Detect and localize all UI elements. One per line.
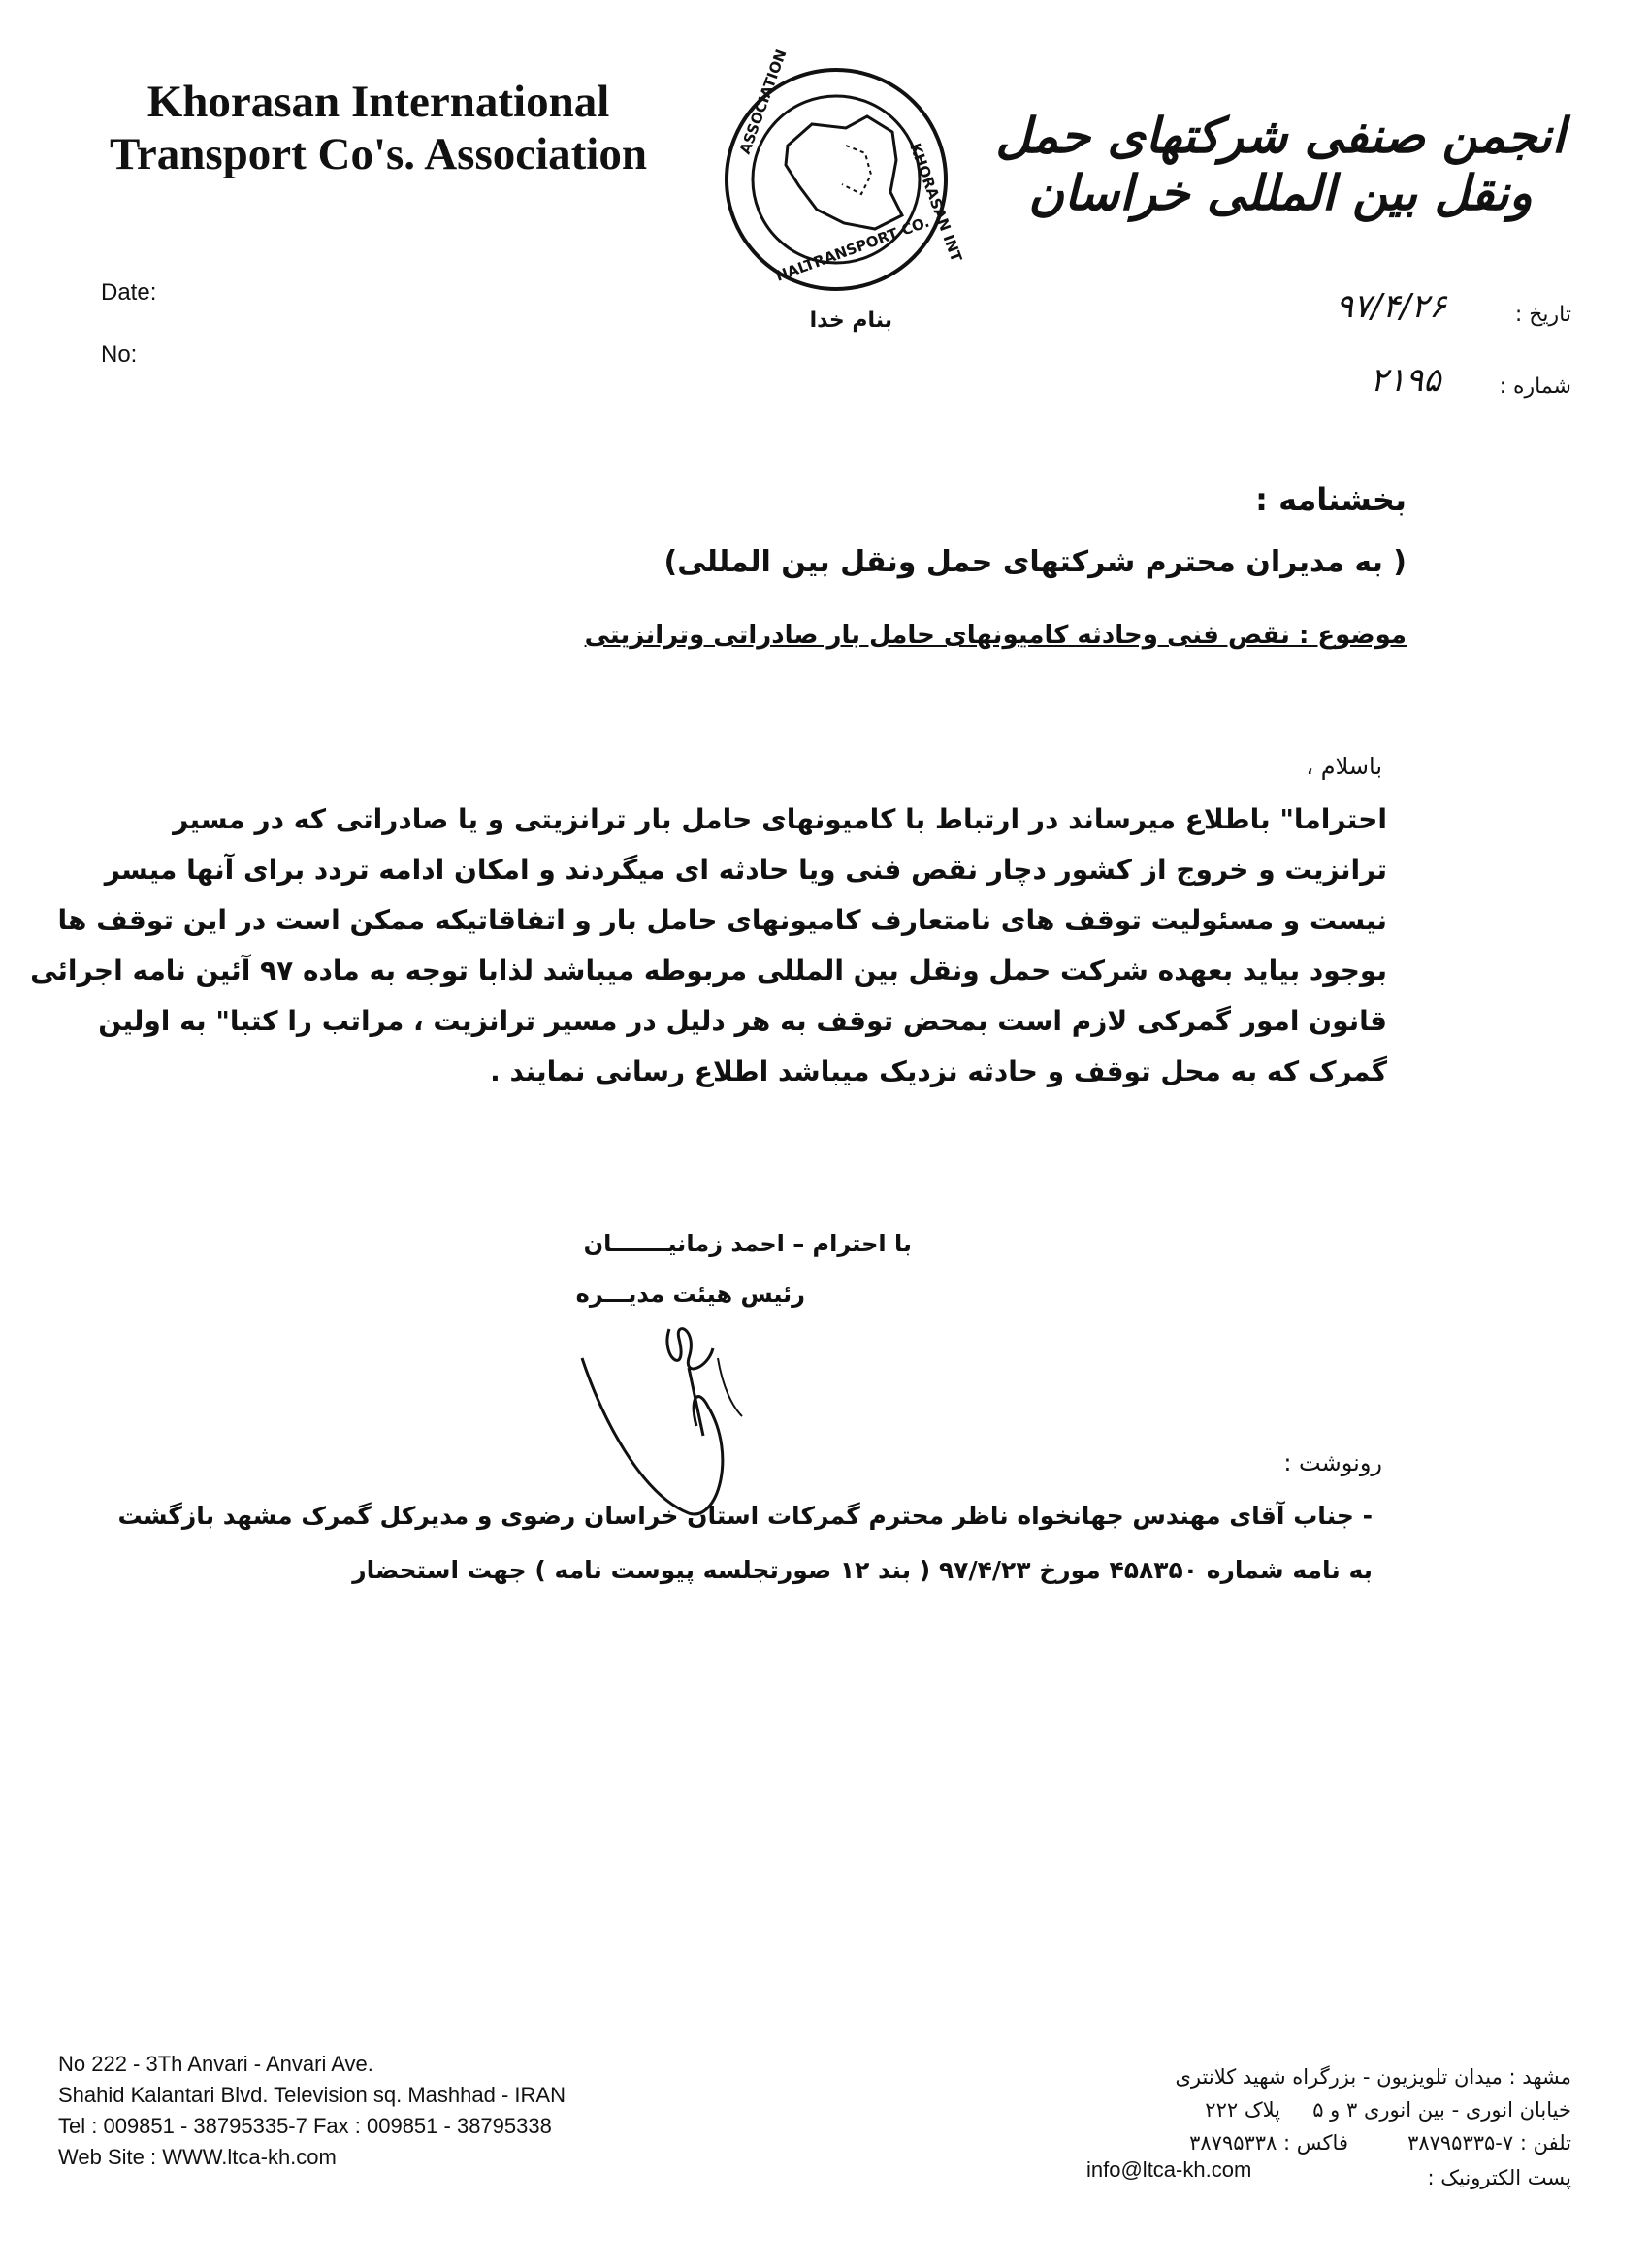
signature-icon [543,1300,795,1533]
signer-title: رئیس هیئت مدیـــره [575,1280,805,1308]
body-line-3: نیست و مسئولیت توقف های نامتعارف کامیونهای حامل بار و اتفاقاتیکه ممکن است در این توقف ها [57,904,1387,936]
english-org-name [97,76,660,180]
cc-line-1: - جناب آقای مهندس جهانخواه ناظر محترم گمرکات استان خراسان رضوی و مدیرکل گمرک مشهد بازگشت [117,1502,1373,1530]
body-line-5: قانون امور گمرکی لازم است بمحض توقف به هر دلیل در مسیر ترانزیت ، مراتب را کتبا" به اولین [98,1005,1387,1037]
footer-email[interactable]: info@ltca-kh.com [1086,2157,1252,2182]
english-org-name-line1: Khorasan International [146,77,610,127]
footer-persian-contact [1086,2060,1571,2235]
footer-website: Web Site : WWW.ltca-kh.com [58,2145,337,2169]
footer-fa-email-label: پست الکترونیک : [1427,2166,1571,2189]
date-label-fa: تاریخ : [1514,303,1571,327]
english-org-name-line2: Transport Co's. Association [109,129,648,180]
body-line-6: گمرک که به محل توقف و حادثه نزدیک میباشد اطلاع رسانی نمایند . [490,1055,1387,1087]
logo-seal-icon [720,39,966,310]
body-line-2: ترانزیت و خروج از کشور دچار نقص فنی ویا حادثه ای میگردند و امکان ادامه تردد برای آنها میسر [104,854,1387,886]
letter-greeting: باسلام ، [1306,753,1382,780]
footer-address-line1: No 222 - 3Th Anvari - Anvari Ave. [58,2052,373,2076]
footer-fa-address2: خیابان انوری - بین انوری ۳ و ۵ [1312,2098,1571,2122]
association-logo [720,39,966,310]
body-line-1: احتراما" باطلاع میرساند در ارتباط با کامیونهای حامل بار ترانزیتی و یا صادراتی که در مسیر [173,803,1387,835]
footer-fa-plate: پلاک ۲۲۲ [1205,2098,1280,2122]
date-value: ۹۷/۴/۲۶ [1335,287,1447,326]
handwritten-signature [543,1300,795,1533]
footer-fa-tel: تلفن : ۷-۳۸۷۹۵۳۳۵ [1407,2131,1571,2155]
persian-org-name: انجمن صنفی شرکتهای حمل ونقل بین المللی خراسان [995,107,1566,221]
svg-text:KHORASAN INT: KHORASAN INT [906,141,966,265]
footer-english-contact [58,2049,660,2173]
number-label-en: No: [101,341,138,368]
number-label-fa: شماره : [1499,374,1571,399]
svg-text:NALTRANSPORT CO.: NALTRANSPORT CO. [773,212,932,285]
body-line-4: بوجود بیاید بعهده شرکت حمل ونقل بین المللی مربوطه میباشد لذابا توجه به ماده ۹۷ آئین نامه اجرائی [30,955,1387,987]
svg-text:ASSOCIATION: ASSOCIATION [735,47,791,157]
number-value: ۲۱۹۵ [1370,361,1441,400]
footer-fa-fax: فاکس : ۳۸۷۹۵۳۳۸ [1189,2131,1348,2155]
cc-line-2: به نامه شماره ۴۵۸۳۵۰ مورخ ۹۷/۴/۲۳ ( بند ۱۲ صورتجلسه پیوست نامه ) جهت استحضار [352,1556,1373,1584]
bismillah: بنام خدا [809,308,892,333]
closing-line: با احترام – احمد زمانیـــــــان [583,1230,912,1257]
footer-phone-fax: Tel : 009851 - 38795335-7 Fax : 009851 - 38795338 [58,2114,552,2138]
footer-fa-address1: مشهد : میدان تلویزیون - بزرگراه شهید کلانتری [1175,2065,1571,2089]
letter-body [30,803,1387,1106]
date-label-en: Date: [101,279,157,306]
cc-label: رونوشت : [1283,1449,1382,1476]
cc-block [117,1502,1373,1610]
letter-subject: موضوع : نقص فنی وحادثه کامیونهای حامل بار صادراتی وترانزیتی [584,621,1406,650]
letter-recipient: ( به مدیران محترم شرکتهای حمل ونقل بین المللی) [663,545,1406,579]
footer-address-line2: Shahid Kalantari Blvd. Television sq. Mashhad - IRAN [58,2083,566,2107]
letter-heading: بخشنامه : [1255,481,1406,518]
